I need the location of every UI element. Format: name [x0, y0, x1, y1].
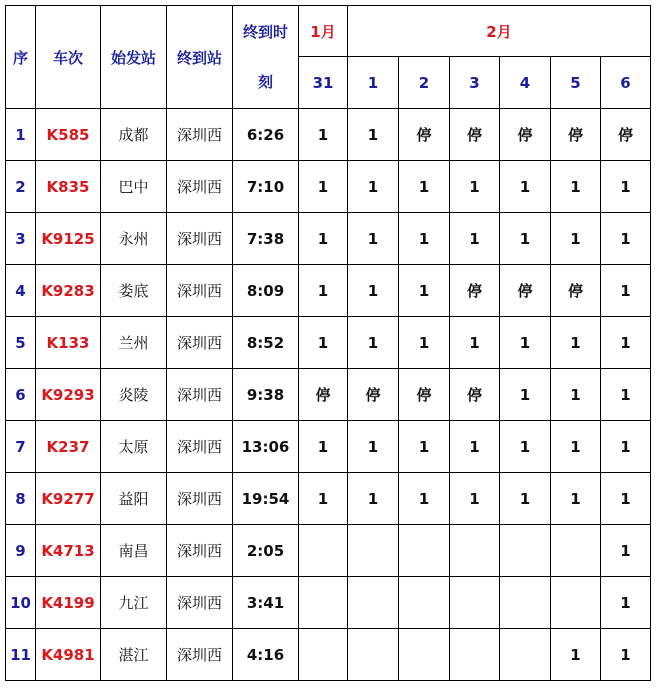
header-arrival-line1: 终到时 — [242, 23, 288, 41]
header-seq: 序 — [6, 6, 36, 109]
header-day-2: 2 — [399, 57, 450, 109]
row-day-status: 1 — [500, 161, 551, 213]
row-to-station: 深圳西 — [167, 421, 233, 473]
row-seq: 3 — [6, 213, 36, 265]
row-arrival-time: 19:54 — [233, 473, 299, 525]
row-arrival-time: 8:09 — [233, 265, 299, 317]
row-arrival-time: 3:41 — [233, 577, 299, 629]
row-day-status: 1 — [348, 265, 399, 317]
row-train-number: K4713 — [36, 525, 101, 577]
row-day-status: 1 — [551, 213, 601, 265]
row-from-station: 炎陵 — [101, 369, 167, 421]
row-arrival-time: 4:16 — [233, 629, 299, 681]
row-day-status: 1 — [299, 317, 348, 369]
row-to-station: 深圳西 — [167, 161, 233, 213]
row-day-status: 1 — [450, 213, 500, 265]
row-day-status: 停 — [399, 109, 450, 161]
row-seq: 8 — [6, 473, 36, 525]
header-month-1: 1月 — [299, 6, 348, 57]
row-seq: 11 — [6, 629, 36, 681]
table-row — [6, 213, 651, 265]
row-day-status: 1 — [348, 213, 399, 265]
table-row — [6, 317, 651, 369]
row-day-status: 1 — [551, 473, 601, 525]
row-day-status: 1 — [551, 421, 601, 473]
row-to-station: 深圳西 — [167, 473, 233, 525]
row-day-status: 1 — [348, 421, 399, 473]
row-day-status: 1 — [551, 369, 601, 421]
row-day-status: 1 — [500, 421, 551, 473]
row-day-status: 1 — [601, 317, 651, 369]
row-from-station: 成都 — [101, 109, 167, 161]
row-arrival-time: 8:52 — [233, 317, 299, 369]
header-day-6: 6 — [601, 57, 651, 109]
row-to-station: 深圳西 — [167, 109, 233, 161]
row-day-status — [348, 525, 399, 577]
row-arrival-time: 7:38 — [233, 213, 299, 265]
row-day-status: 1 — [299, 109, 348, 161]
row-train-number: K4199 — [36, 577, 101, 629]
row-day-status: 1 — [399, 317, 450, 369]
row-day-status: 1 — [450, 473, 500, 525]
row-day-status: 1 — [601, 525, 651, 577]
row-day-status: 停 — [450, 369, 500, 421]
row-day-status: 停 — [551, 265, 601, 317]
row-day-status: 1 — [601, 161, 651, 213]
row-train-number: K835 — [36, 161, 101, 213]
row-day-status: 1 — [299, 161, 348, 213]
table-row — [6, 473, 651, 525]
row-from-station: 九江 — [101, 577, 167, 629]
row-day-status: 1 — [348, 473, 399, 525]
row-from-station: 娄底 — [101, 265, 167, 317]
table-row — [6, 161, 651, 213]
row-day-status: 1 — [299, 473, 348, 525]
row-day-status — [399, 577, 450, 629]
header-to: 终到站 — [167, 6, 233, 109]
row-day-status: 1 — [299, 421, 348, 473]
table-row — [6, 265, 651, 317]
row-day-status — [500, 629, 551, 681]
header-row-1 — [6, 6, 651, 57]
row-to-station: 深圳西 — [167, 629, 233, 681]
row-train-number: K4981 — [36, 629, 101, 681]
table-row — [6, 629, 651, 681]
row-day-status: 1 — [348, 161, 399, 213]
row-seq: 10 — [6, 577, 36, 629]
header-day-4: 4 — [500, 57, 551, 109]
row-arrival-time: 13:06 — [233, 421, 299, 473]
header-day-1: 1 — [348, 57, 399, 109]
row-day-status: 1 — [348, 109, 399, 161]
header-day-5: 5 — [551, 57, 601, 109]
row-day-status: 1 — [601, 421, 651, 473]
row-day-status: 1 — [450, 317, 500, 369]
row-day-status — [551, 577, 601, 629]
row-from-station: 太原 — [101, 421, 167, 473]
row-train-number: K585 — [36, 109, 101, 161]
row-day-status: 1 — [500, 473, 551, 525]
row-day-status — [399, 629, 450, 681]
row-day-status — [551, 525, 601, 577]
header-arrival-line2: 刻 — [257, 73, 273, 91]
table-row — [6, 369, 651, 421]
row-day-status: 停 — [500, 265, 551, 317]
row-day-status: 1 — [399, 421, 450, 473]
row-day-status: 1 — [299, 213, 348, 265]
schedule-table-container — [5, 5, 651, 681]
header-arrival — [233, 6, 299, 109]
header-train: 车次 — [36, 6, 101, 109]
header-from: 始发站 — [101, 6, 167, 109]
row-from-station: 兰州 — [101, 317, 167, 369]
row-arrival-time: 6:26 — [233, 109, 299, 161]
row-day-status — [348, 629, 399, 681]
row-arrival-time: 2:05 — [233, 525, 299, 577]
row-train-number: K9277 — [36, 473, 101, 525]
row-day-status — [500, 577, 551, 629]
row-day-status — [348, 577, 399, 629]
header-day-0: 31 — [299, 57, 348, 109]
header-month-2: 2月 — [348, 6, 651, 57]
row-day-status: 停 — [348, 369, 399, 421]
row-to-station: 深圳西 — [167, 317, 233, 369]
table-row — [6, 525, 651, 577]
row-seq: 5 — [6, 317, 36, 369]
row-day-status: 1 — [500, 213, 551, 265]
row-day-status — [450, 629, 500, 681]
row-day-status — [299, 577, 348, 629]
row-day-status: 1 — [601, 213, 651, 265]
row-train-number: K133 — [36, 317, 101, 369]
row-day-status — [450, 577, 500, 629]
row-day-status: 1 — [551, 317, 601, 369]
row-from-station: 湛江 — [101, 629, 167, 681]
row-seq: 1 — [6, 109, 36, 161]
row-seq: 6 — [6, 369, 36, 421]
row-seq: 9 — [6, 525, 36, 577]
row-day-status — [299, 629, 348, 681]
row-train-number: K237 — [36, 421, 101, 473]
row-to-station: 深圳西 — [167, 265, 233, 317]
row-day-status: 1 — [601, 629, 651, 681]
row-train-number: K9283 — [36, 265, 101, 317]
row-from-station: 益阳 — [101, 473, 167, 525]
row-day-status: 1 — [450, 421, 500, 473]
row-day-status: 1 — [399, 265, 450, 317]
row-day-status — [299, 525, 348, 577]
row-day-status: 1 — [601, 577, 651, 629]
row-to-station: 深圳西 — [167, 369, 233, 421]
train-schedule-table — [5, 5, 651, 681]
row-seq: 7 — [6, 421, 36, 473]
row-day-status: 1 — [450, 161, 500, 213]
row-day-status: 1 — [399, 213, 450, 265]
row-day-status: 1 — [399, 473, 450, 525]
row-day-status: 停 — [601, 109, 651, 161]
row-train-number: K9125 — [36, 213, 101, 265]
header-day-3: 3 — [450, 57, 500, 109]
row-arrival-time: 7:10 — [233, 161, 299, 213]
row-day-status: 1 — [601, 369, 651, 421]
row-day-status: 1 — [551, 161, 601, 213]
row-day-status: 1 — [500, 369, 551, 421]
row-day-status: 停 — [500, 109, 551, 161]
row-day-status: 停 — [450, 265, 500, 317]
row-day-status: 1 — [500, 317, 551, 369]
row-arrival-time: 9:38 — [233, 369, 299, 421]
row-day-status: 1 — [601, 473, 651, 525]
row-day-status: 停 — [399, 369, 450, 421]
row-day-status: 停 — [299, 369, 348, 421]
row-from-station: 南昌 — [101, 525, 167, 577]
table-row — [6, 109, 651, 161]
row-to-station: 深圳西 — [167, 213, 233, 265]
row-day-status: 停 — [450, 109, 500, 161]
row-day-status — [500, 525, 551, 577]
row-to-station: 深圳西 — [167, 577, 233, 629]
row-from-station: 巴中 — [101, 161, 167, 213]
table-row — [6, 577, 651, 629]
row-day-status: 1 — [348, 317, 399, 369]
row-seq: 4 — [6, 265, 36, 317]
row-day-status: 1 — [601, 265, 651, 317]
row-train-number: K9293 — [36, 369, 101, 421]
table-row — [6, 421, 651, 473]
row-from-station: 永州 — [101, 213, 167, 265]
row-day-status: 1 — [299, 265, 348, 317]
row-day-status: 停 — [551, 109, 601, 161]
row-seq: 2 — [6, 161, 36, 213]
row-to-station: 深圳西 — [167, 525, 233, 577]
row-day-status: 1 — [399, 161, 450, 213]
row-day-status: 1 — [551, 629, 601, 681]
row-day-status — [399, 525, 450, 577]
row-day-status — [450, 525, 500, 577]
